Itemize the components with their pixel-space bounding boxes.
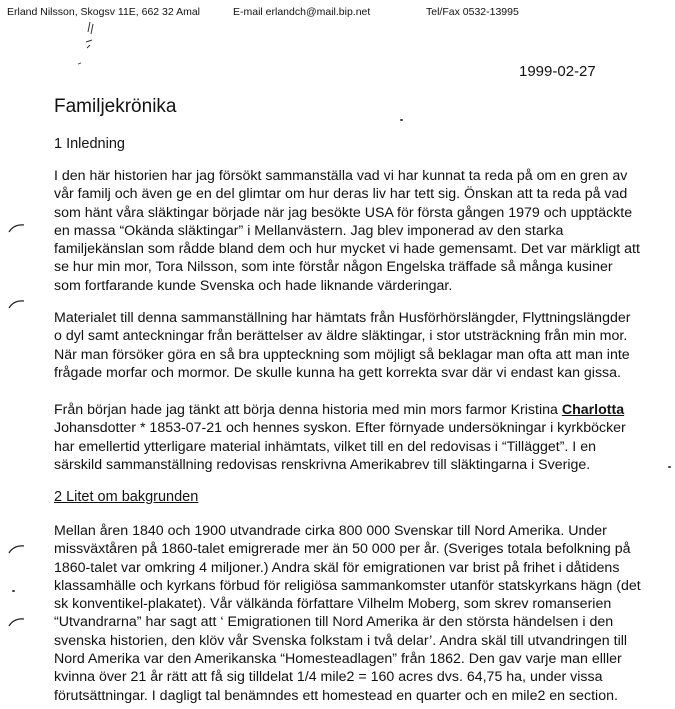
section-heading-inledning: 1 Inledning: [54, 136, 125, 152]
margin-mark: [8, 298, 26, 310]
letterhead-address: Erland Nilsson, Skogsv 11E, 662 32 Amal: [7, 6, 200, 18]
paragraph-line: se hur min mor, Tora Nilsson, som inte förstår någon Engelska träffade så många kusiner: [54, 259, 613, 276]
paragraph-line: förutsättningar. I dagligt tal benämndes ett homestead en quarter och en mile2 en section.: [54, 687, 618, 704]
paragraph-sources: [54, 309, 670, 382]
paragraph-line: frågade morfar och mormor. De skulle kunna ha gett korrekta svar där vi endast kan gissa.: [54, 364, 621, 381]
paragraph-line: I den här historien har jag försökt sammanställa vad vi har kunnat ta reda på om en gren av: [54, 168, 628, 184]
margin-mark: [8, 543, 26, 555]
paragraph-line: 1860-talet var omkring 4 miljoner.) Andra skäl för emigrationen var brist på frihet i dåtidens: [54, 559, 620, 576]
letterhead-phone: Tel/Fax 0532-13995: [426, 6, 519, 18]
paragraph-line: o dyl samt anteckningar från berättelser av äldre släktingar, i stor utsträckning från min mor.: [54, 328, 628, 345]
paragraph-line: klassamhälle och kyrkans förbud för religiösa sammankomster utanför statskyrkans hägn (det: [54, 577, 641, 594]
paragraph-line: Materialet till denna sammanställning har hämtats från Husförhörslängder, Flyttningslängder: [54, 310, 631, 326]
handwritten-scribble-mark: [78, 18, 100, 68]
paragraph-line: kvinna över 21 år rätt att få sig tilldelat 1/4 mile2 = 160 acres dvs. 64,75 ha, under vissa: [54, 669, 603, 686]
scan-speck: [668, 466, 671, 468]
paragraph-line: särskild sammanställning redovisas renskrivna Amerikabrev till släktingarna i Sverige.: [54, 456, 591, 473]
document-title: Familjekrönika: [54, 96, 177, 117]
scan-speck: [400, 119, 403, 121]
letterhead-email: E-mail erlandch@mail.bip.net: [233, 6, 371, 18]
paragraph-line: en massa “Okända släktingar” i Mellanvästern. Jag blev imponerad av den starka: [54, 222, 564, 239]
paragraph-line: har emellertid ytterligare material inhämtats, vilket till en del redovisas i “Tillägget”. I en: [54, 438, 596, 455]
paragraph-line: Mellan åren 1840 och 1900 utvandrade cirka 800 000 Svenskar till Nord Amerika. Under: [54, 523, 607, 539]
paragraph-line: “Utvandrarna” har sagt att ‘ Emigrationen till Nord Amerika är den största händelsen i den: [54, 614, 614, 631]
margin-mark: [8, 616, 26, 628]
paragraph-line: familjekänslan som rådde bland dem och hur mycket vi hade gemensamt. Det var märkligt att: [54, 241, 640, 258]
paragraph-line: svenska historien, den klöv vår Svenska folkstam i två delar’. Andra skäl till utvandringen till: [54, 632, 628, 649]
paragraph-line: [54, 401, 670, 419]
emphasized-name: Charlotta: [561, 402, 625, 418]
paragraph-line: som hänt våra släktingar började när jag besökte USA för första gången 1979 och upptäckte: [54, 204, 633, 221]
paragraph-intro: [54, 167, 670, 295]
paragraph-line: Nord Amerika var den Amerikanska “Homesteadlagen” från 1862. Den gav varje man elller: [54, 651, 622, 668]
section-heading-bakgrund: 2 Litet om bakgrunden: [54, 489, 199, 505]
paragraph-line-text: Från början hade jag tänkt att börja denna historia med min mors farmor Kristina: [54, 402, 562, 418]
paragraph-line: sk konventikel-plakatet). Vår välkända författare Vilhelm Moberg, som skrev romanserien: [54, 596, 612, 613]
paragraph-line: vår familj och även ge en del glimtar om hur deras liv har tett sig. Önskan att ta reda på vad: [54, 186, 628, 203]
scan-speck: [12, 590, 15, 592]
paragraph-line: missväxtåren på 1860-talet emigrerade mer än 50 000 per år. (Sveriges totala befolkning på: [54, 541, 631, 558]
paragraph-line: som fortfarande kunde Svenska och hade liknande värderingar.: [54, 277, 453, 294]
paragraph-plan: [54, 401, 670, 474]
paragraph-line: Johansdotter * 1853-07-21 och hennes syskon. Efter förnyade undersökningar i kyrkböcker: [54, 420, 626, 437]
margin-mark: [8, 222, 26, 234]
document-date: 1999-02-27: [519, 63, 596, 80]
paragraph-background: [54, 522, 670, 705]
paragraph-line: När man försöker göra en så bra uppteckning som möjligt så beklagar man ofta att man inte: [54, 346, 630, 363]
